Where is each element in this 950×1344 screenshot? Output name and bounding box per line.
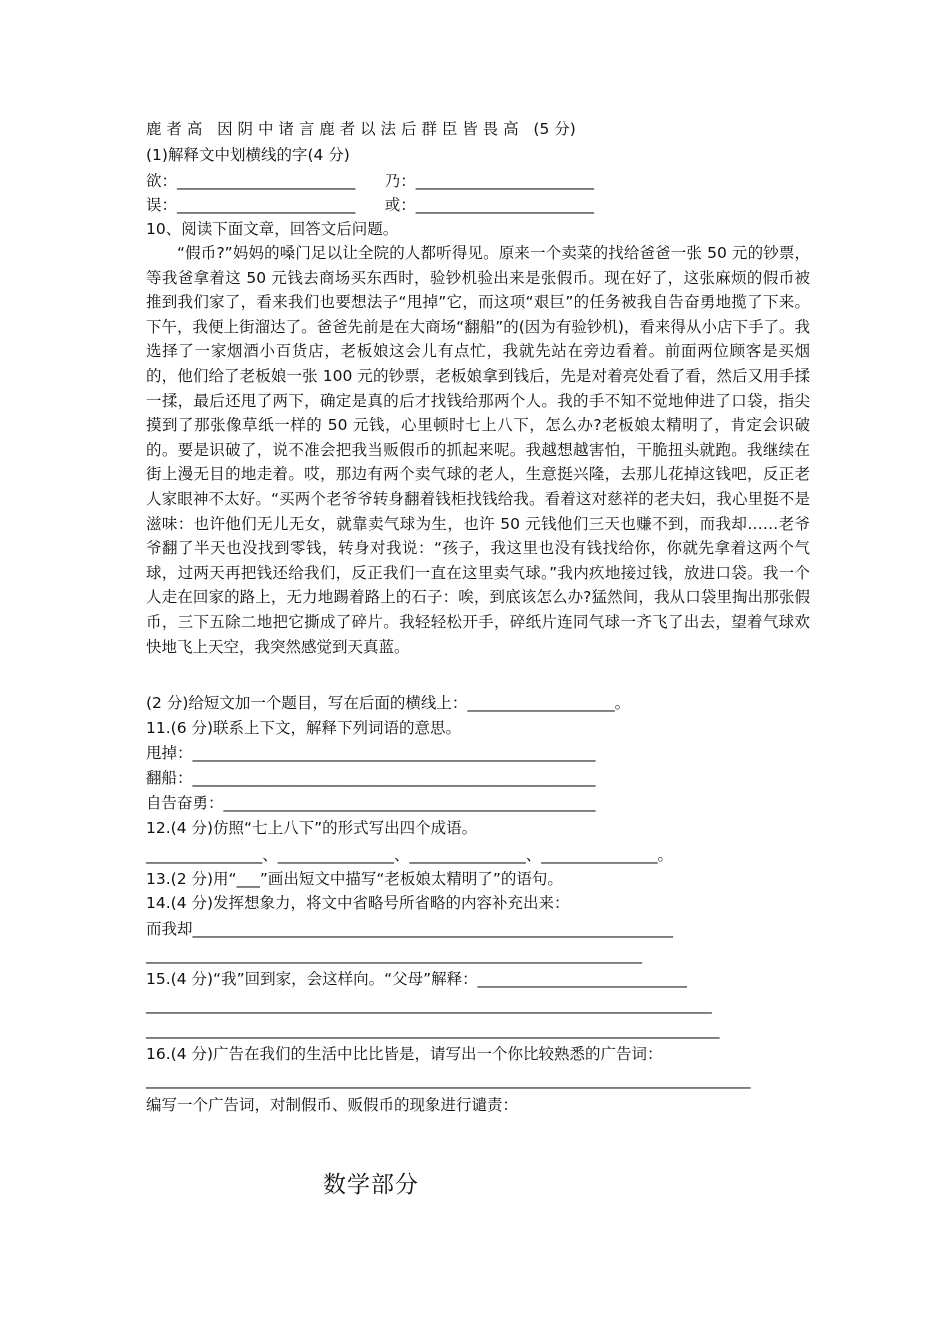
answer-line-wu-huo: 误：_______________________ 或：_______________________ [146, 196, 595, 214]
answer-line-fanchuan: 翻船：____________________________________________________ [146, 769, 596, 787]
reading-passage: “假币?”妈妈的嗓门足以让全院的人都听得见。原来一个卖菜的找给爸爸一张 50 元的钞票，等我爸拿着这 50 元钱去商场买东西时，验钞机验出来是张假币。现在好了，这张麻烦的假币被推到我们家了，看来我们也要想法子“甩掉”它，而这项“艰巨”的任务被我自告奋勇地揽了下来。下午，我便上街溜达了。爸爸先前是在大商场“翻船”的(因为有验钞机)，看来得从小店下手了。我选择了一家烟酒小百货店，老板娘这会儿有点忙，我就先站在旁边看着。前面两位顾客是买烟的，他们给了老板娘一张 100 元的钞票，老板娘拿到钱后，先是对着亮处看了看，然后又用手揉一揉，最后还甩了两下，确定是真的后才找钱给那两个人。我的手不知不觉地伸进了口袋，指尖摸到了那张像草纸一样的 50 元钱，心里顿时七上八下，怎么办?老板娘太精明了，肯定会识破的。要是识破了，说不准会把我当贩假币的抓起来呢。我越想越害怕，干脆扭头就跑。我继续在街上漫无目的地走着。哎，那边有两个卖气球的老人，生意挺兴隆，去那儿花掉这钱吧，反正老人家眼神不太好。“买两个老爷爷转身翻着钱柜找钱给我。看着这对慈祥的老夫妇，我心里挺不是滋味：也许他们无儿无女，就靠卖气球为生，也许 50 元钱他们三天也赚不到，而我却……老爷爷翻了半天也没找到零钱，转身对我说：“孩子，我这里也没有钱找给你，你就先拿着这两个气球，过两天再把钱还给我们，反正我们一直在这里卖气球。”我内疚地接过钱，放进口袋。我一个人走在回家的路上，无力地踢着路上的石子：唉，到底该怎么办?猛然间，我从口袋里掏出那张假币，三下五除二地把它撕成了碎片。我轻轻松开手，碎纸片连同气球一齐飞了出去，望着气球欢快地飞上天空，我突然感觉到天真蓝。 [146, 244, 810, 656]
answer-line-shuaidiao: 甩掉：____________________________________________________ [146, 744, 596, 762]
answer-line-15a: _________________________________________________________________________ [146, 996, 712, 1014]
question-16-compose: 编写一个广告词，对制假币、贩假币的现象进行谴责： [146, 1096, 519, 1114]
question-11: 11.(6 分)联系上下文，解释下列词语的意思。 [146, 719, 462, 737]
answer-line-14a: 而我却______________________________________________________________ [146, 920, 674, 938]
answer-line-16: ______________________________________________________________________________ [146, 1071, 751, 1089]
question-title: (2 分)给短文加一个题目，写在后面的横线上：___________________。 [146, 694, 631, 712]
answer-line-15b: __________________________________________________________________________ [146, 1021, 720, 1039]
line-classical-text: 鹿 者 高 因 阴 中 诸 言 鹿 者 以 法 后 群 臣 皆 畏 高 (5 分) [146, 120, 576, 138]
question-14: 14.(4 分)发挥想象力，将文中省略号所省略的内容补充出来： [146, 894, 570, 912]
question-10-heading: 10、阅读下面文章，回答文后问题。 [146, 220, 399, 238]
question-explain-chars: (1)解释文中划横线的字(4 分) [146, 146, 350, 164]
answer-line-zigaofenyong: 自告奋勇：________________________________________________ [146, 794, 596, 812]
question-13: 13.(2 分)用“___”画出短文中描写“老板娘太精明了”的语句。 [146, 870, 563, 888]
answer-line-yu-nai: 欲：_______________________ 乃：_______________________ [146, 172, 595, 190]
question-16: 16.(4 分)广告在我们的生活中比比皆是，请写出一个你比较熟悉的广告词： [146, 1045, 663, 1063]
question-12: 12.(4 分)仿照“七上八下”的形式写出四个成语。 [146, 819, 478, 837]
section-heading-math: 数学部分 [323, 1172, 419, 1198]
answer-line-14b: ________________________________________________________________ [146, 946, 642, 964]
question-15: 15.(4 分)“我”回到家，会这样向。“父母”解释：___________________________ [146, 970, 687, 988]
answer-line-idioms: _______________、_______________、_______________、_______________。 [146, 846, 674, 864]
